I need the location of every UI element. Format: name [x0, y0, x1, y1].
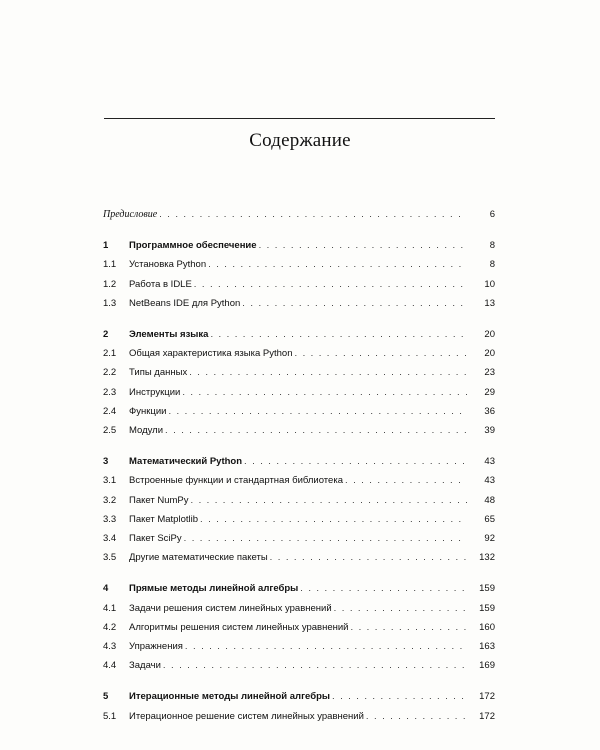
leader-dots	[334, 602, 467, 616]
toc-number: 5	[103, 691, 109, 703]
toc-title: Пакет NumPy	[129, 494, 189, 506]
toc-number: 3.2	[103, 494, 117, 506]
toc-entry[interactable]	[103, 602, 495, 616]
toc-number: 2.2	[103, 367, 117, 379]
toc-number: 2	[103, 329, 109, 340]
toc-title: Программное обеспечение	[129, 240, 257, 252]
toc-page-number: 172	[479, 710, 495, 722]
toc-title: Функции	[129, 405, 167, 417]
toc-page-number: 48	[484, 494, 495, 506]
toc-page-number: 20	[484, 348, 495, 360]
toc-number: 3	[103, 456, 109, 468]
toc-number: 1.3	[103, 297, 117, 309]
toc-title: Прямые методы линейной алгебры	[129, 583, 299, 595]
toc-title: Инструкции	[129, 386, 181, 398]
leader-dots	[345, 474, 467, 488]
leader-dots	[189, 366, 467, 380]
leader-dots	[185, 640, 467, 654]
toc-entry[interactable]	[103, 690, 495, 704]
toc-page-number: 8	[489, 259, 495, 271]
toc-entry[interactable]	[103, 258, 495, 272]
toc-title: Упражнения	[129, 641, 183, 652]
toc-number: 2.1	[103, 348, 117, 360]
leader-dots	[200, 513, 467, 527]
leader-dots	[182, 386, 467, 400]
leader-dots	[350, 621, 467, 635]
leader-dots	[259, 239, 467, 253]
toc-page-number: 163	[479, 641, 495, 652]
toc-title: Типы данных	[129, 367, 188, 379]
toc-entry[interactable]	[103, 640, 495, 654]
top-rule	[104, 118, 495, 119]
toc-page-number: 132	[479, 552, 495, 564]
leader-dots	[168, 405, 467, 419]
toc-number: 3.1	[103, 475, 117, 487]
toc-entry[interactable]	[103, 424, 495, 438]
toc-title: Модули	[129, 425, 164, 436]
toc-entry[interactable]	[103, 347, 495, 361]
toc-number: 4.1	[103, 602, 117, 614]
toc-title: Пакет Matplotlib	[129, 513, 198, 525]
toc-page-number: 160	[479, 621, 495, 633]
toc-entry[interactable]	[103, 621, 495, 635]
toc-title: Другие математические пакеты	[129, 552, 268, 564]
toc-page-number: 43	[484, 456, 495, 468]
leader-dots	[190, 494, 467, 508]
toc-number: 4.2	[103, 621, 117, 633]
toc-entry[interactable]	[103, 208, 495, 222]
toc-title: Предисловие	[103, 209, 158, 220]
toc-number: 2.3	[103, 386, 117, 398]
leader-dots	[294, 347, 467, 361]
toc-title: Работа в IDLE	[129, 278, 192, 290]
toc-number: 1	[103, 240, 109, 252]
toc-title: Задачи	[129, 660, 161, 672]
toc-title: Итерационные методы линейной алгебры	[129, 691, 330, 703]
toc-page-number: 172	[479, 691, 495, 703]
toc-page-number: 29	[484, 386, 495, 398]
toc-entry[interactable]	[103, 513, 495, 527]
toc-number: 2.4	[103, 405, 117, 417]
leader-dots	[163, 659, 467, 673]
toc-entry[interactable]	[103, 532, 495, 546]
toc-number: 4	[103, 583, 109, 595]
toc-page-number: 39	[484, 425, 495, 436]
toc-entry[interactable]	[103, 405, 495, 419]
toc-entry[interactable]	[103, 366, 495, 380]
toc-page-number: 169	[479, 660, 495, 672]
toc-title: Пакет SciPy	[129, 533, 182, 544]
toc-title: Встроенные функции и стандартная библиотека	[129, 475, 343, 487]
toc-title: Общая характеристика языка Python	[129, 348, 293, 360]
leader-dots	[194, 278, 467, 292]
toc-page-number: 43	[484, 475, 495, 487]
toc-number: 5.1	[103, 710, 117, 722]
toc-page-number: 65	[484, 513, 495, 525]
toc-number: 2.5	[103, 425, 117, 436]
toc-number: 3.4	[103, 533, 117, 544]
leader-dots	[159, 208, 467, 222]
leader-dots	[300, 582, 467, 596]
leader-dots	[366, 710, 467, 724]
toc-number: 4.4	[103, 660, 117, 672]
toc-title: Элементы языка	[129, 329, 209, 340]
toc-entry[interactable]	[103, 386, 495, 400]
toc-entry[interactable]	[103, 239, 495, 253]
toc-entry[interactable]	[103, 659, 495, 673]
toc-entry[interactable]	[103, 278, 495, 292]
toc-title: NetBeans IDE для Python	[129, 297, 241, 309]
toc-page-number: 10	[484, 278, 495, 290]
toc-page-number: 20	[484, 329, 495, 340]
toc-title: Установка Python	[129, 259, 207, 271]
toc-page-number: 13	[484, 297, 495, 309]
leader-dots	[184, 532, 467, 546]
leader-dots	[165, 424, 467, 438]
toc-page-number: 6	[489, 209, 495, 220]
toc-entry[interactable]	[103, 710, 495, 724]
toc-number: 1.2	[103, 278, 117, 290]
page-title: Содержание	[249, 130, 351, 151]
leader-dots	[244, 455, 467, 469]
leader-dots	[270, 551, 467, 565]
toc-page-number: 159	[479, 583, 495, 595]
toc-page-number: 92	[484, 533, 495, 544]
toc-entry[interactable]	[103, 328, 495, 342]
toc-page-number: 159	[479, 602, 495, 614]
leader-dots	[210, 328, 467, 342]
toc-entry[interactable]	[103, 551, 495, 565]
toc-entry[interactable]	[103, 494, 495, 508]
toc-title: Алгоритмы решения систем линейных уравнений	[129, 621, 349, 633]
toc-entry[interactable]	[103, 582, 495, 596]
toc-number: 4.3	[103, 641, 117, 652]
toc-number: 3.5	[103, 552, 117, 564]
toc-entry[interactable]	[103, 474, 495, 488]
toc-number: 1.1	[103, 259, 117, 271]
toc-entry[interactable]	[103, 455, 495, 469]
leader-dots	[208, 258, 467, 272]
toc-title: Итерационное решение систем линейных уравнений	[129, 710, 364, 722]
toc-title: Задачи решения систем линейных уравнений	[129, 602, 332, 614]
toc-page-number: 8	[489, 240, 495, 252]
leader-dots	[332, 690, 467, 704]
toc-page-number: 36	[484, 405, 495, 417]
toc-entry[interactable]	[103, 297, 495, 311]
toc-page-number: 23	[484, 367, 495, 379]
leader-dots	[242, 297, 467, 311]
toc-title: Математический Python	[129, 456, 243, 468]
toc-number: 3.3	[103, 513, 117, 525]
